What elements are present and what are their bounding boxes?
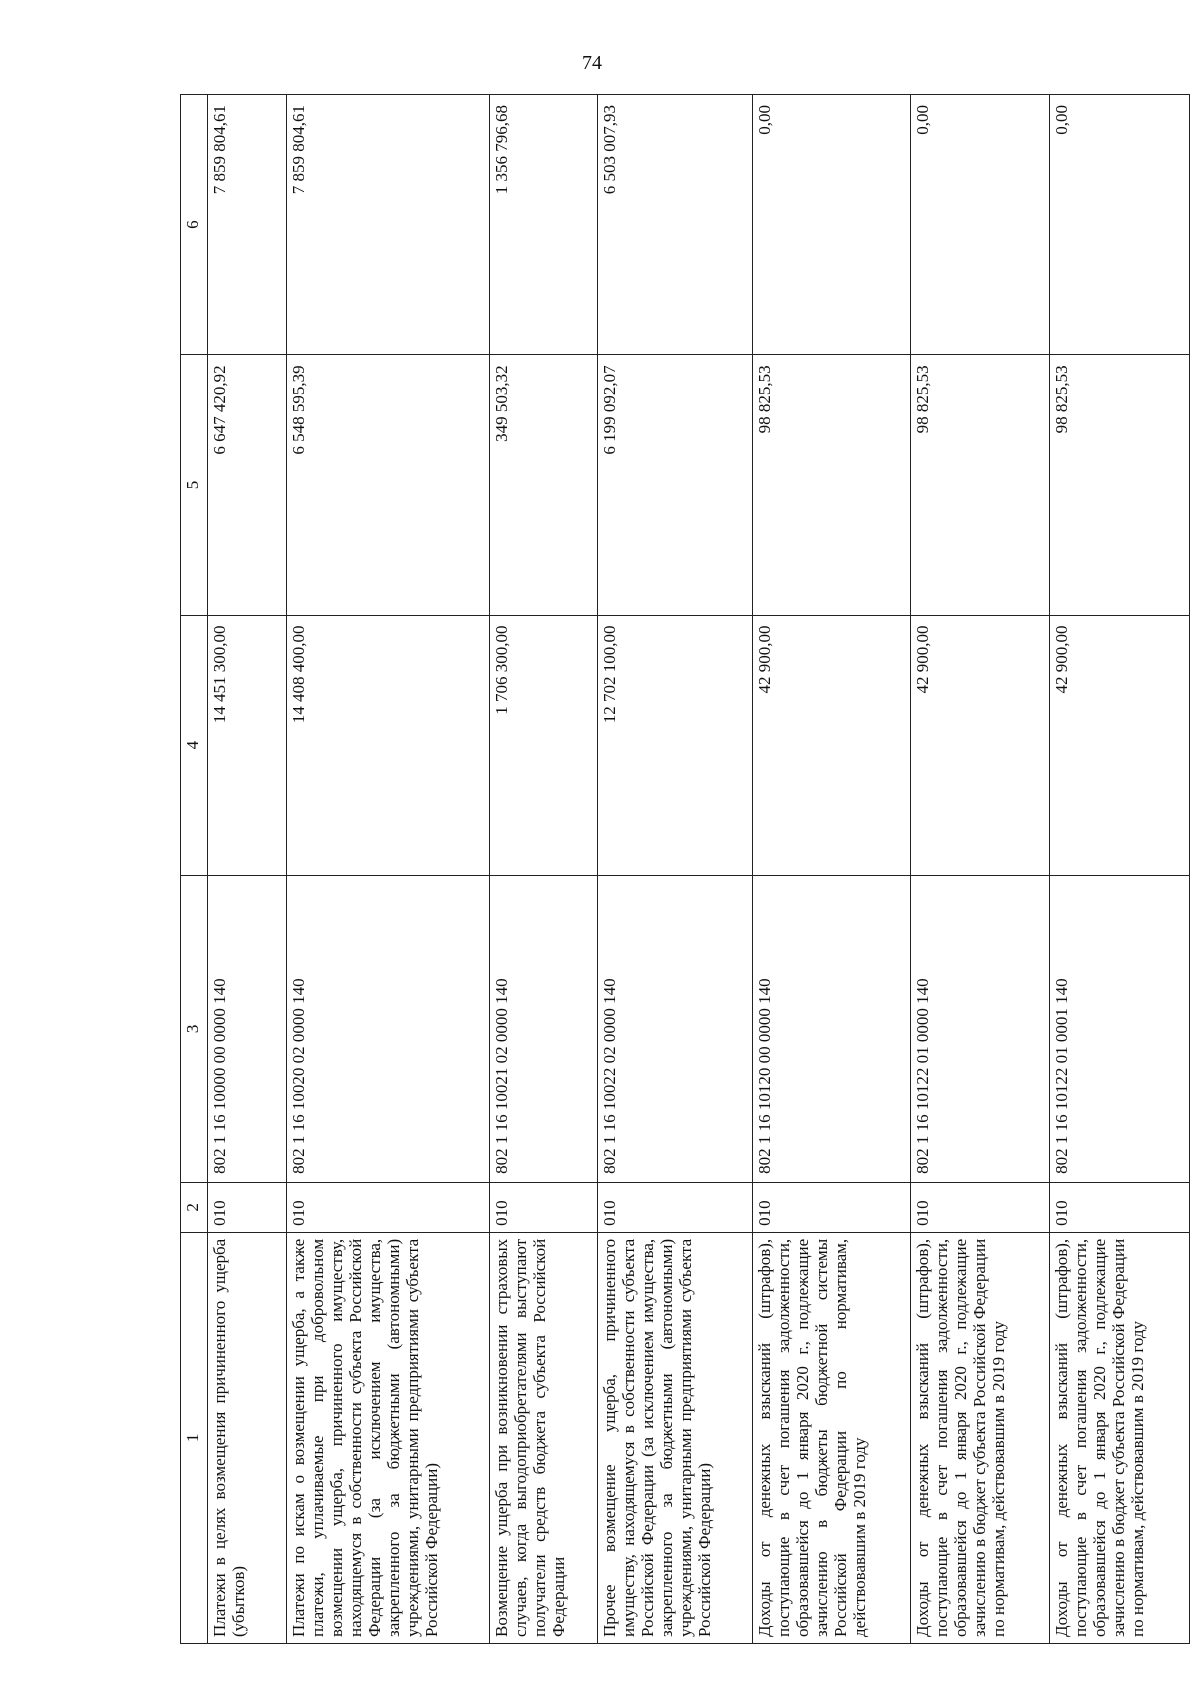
- row-col4-value: 1 706 300,00: [489, 615, 597, 875]
- table-row: [1050, 95, 1190, 1644]
- row-col5-value: 6 647 420,92: [208, 355, 287, 615]
- row-description: Доходы от денежных взысканий (штрафов), поступающие в счет погашения задолженности, образовавшейся до 1 января 2020 г., подлежащие зачислению в бюджет субъекта Российской Федерации по нормативам, действовавшим в 2019 году: [910, 1232, 1050, 1643]
- row-budget-code: 802 1 16 10020 02 0000 140: [286, 875, 489, 1182]
- table-header-row: [181, 95, 208, 1644]
- page-number: 74: [582, 52, 602, 74]
- row-col5-value: 98 825,53: [753, 355, 911, 615]
- column-header: 6: [181, 95, 208, 355]
- row-line-code: 010: [1050, 1182, 1190, 1232]
- row-col4-value: 14 408 400,00: [286, 615, 489, 875]
- row-line-code: 010: [753, 1182, 911, 1232]
- row-col4-value: 14 451 300,00: [208, 615, 287, 875]
- row-description: Платежи в целях возмещения причиненного ущерба (убытков): [208, 1232, 287, 1643]
- row-col5-value: 6 548 595,39: [286, 355, 489, 615]
- row-col5-value: 349 503,32: [489, 355, 597, 615]
- row-line-code: 010: [208, 1182, 287, 1232]
- row-col6-value: 1 356 796,68: [489, 95, 597, 355]
- row-budget-code: 802 1 16 10022 02 0000 140: [597, 875, 752, 1182]
- rotated-table-container: [180, 94, 1190, 1644]
- row-col5-value: 98 825,53: [910, 355, 1050, 615]
- row-line-code: 010: [286, 1182, 489, 1232]
- row-col6-value: 6 503 007,93: [597, 95, 752, 355]
- row-description: Платежи по искам о возмещении ущерба, а также платежи, уплачиваемые при добровольном возмещении ущерба, причиненного имуществу, находящемуся в собственности субъекта Российской Федерации (за исключением имущества, закрепленного за бюджетными (автономными) учреждениями, унитарными предприятиями субъекта Российской Федерации): [286, 1232, 489, 1643]
- row-budget-code: 802 1 16 10122 01 0001 140: [1050, 875, 1190, 1182]
- row-col4-value: 42 900,00: [753, 615, 911, 875]
- row-col5-value: 6 199 092,07: [597, 355, 752, 615]
- column-header: 2: [181, 1182, 208, 1232]
- row-budget-code: 802 1 16 10000 00 0000 140: [208, 875, 287, 1182]
- table-row: [910, 95, 1050, 1644]
- table-row: [597, 95, 752, 1644]
- row-budget-code: 802 1 16 10120 00 0000 140: [753, 875, 911, 1182]
- budget-income-table: [180, 94, 1190, 1644]
- row-col6-value: 7 859 804,61: [208, 95, 287, 355]
- row-col4-value: 42 900,00: [1050, 615, 1190, 875]
- table-row: [286, 95, 489, 1644]
- column-header: 3: [181, 875, 208, 1182]
- table-row: [489, 95, 597, 1644]
- row-line-code: 010: [910, 1182, 1050, 1232]
- row-col5-value: 98 825,53: [1050, 355, 1190, 615]
- row-col6-value: 7 859 804,61: [286, 95, 489, 355]
- row-line-code: 010: [489, 1182, 597, 1232]
- row-col4-value: 12 702 100,00: [597, 615, 752, 875]
- row-line-code: 010: [597, 1182, 752, 1232]
- row-budget-code: 802 1 16 10021 02 0000 140: [489, 875, 597, 1182]
- row-col4-value: 42 900,00: [910, 615, 1050, 875]
- column-header: 5: [181, 355, 208, 615]
- column-header: 1: [181, 1232, 208, 1643]
- table-row: [208, 95, 287, 1644]
- row-col6-value: 0,00: [753, 95, 911, 355]
- row-budget-code: 802 1 16 10122 01 0000 140: [910, 875, 1050, 1182]
- row-description: Прочее возмещение ущерба, причиненного имуществу, находящемуся в собственности субъекта Российской Федерации (за исключением имущества, закрепленного за бюджетными (автономными) учреждениями, унитарными предприятиями субъекта Российской Федерации): [597, 1232, 752, 1643]
- table-row: [753, 95, 911, 1644]
- column-header: 4: [181, 615, 208, 875]
- row-description: Доходы от денежных взысканий (штрафов), поступающие в счет погашения задолженности, образовавшейся до 1 января 2020 г., подлежащие зачислению в бюджет субъекта Российской Федерации по нормативам, действовавшим в 2019 году: [1050, 1232, 1190, 1643]
- row-col6-value: 0,00: [910, 95, 1050, 355]
- row-col6-value: 0,00: [1050, 95, 1190, 355]
- row-description: Возмещение ущерба при возникновении страховых случаев, когда выгодоприобретателями выступают получатели средств бюджета субъекта Российской Федерации: [489, 1232, 597, 1643]
- row-description: Доходы от денежных взысканий (штрафов), поступающие в счет погашения задолженности, образовавшейся до 1 января 2020 г., подлежащие зачислению в бюджеты бюджетной системы Российской Федерации по нормативам, действовавшим в 2019 году: [753, 1232, 911, 1643]
